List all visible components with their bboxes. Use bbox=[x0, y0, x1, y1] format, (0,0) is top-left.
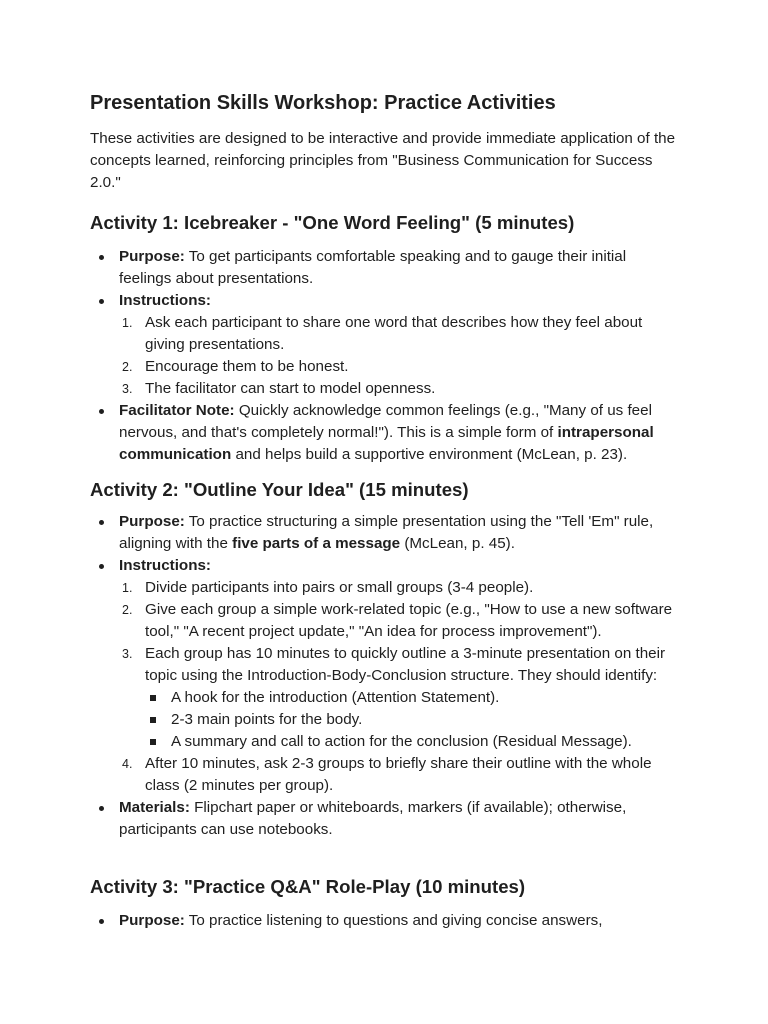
step-text: The facilitator can start to model openness. bbox=[145, 380, 436, 397]
step-number: 1. bbox=[122, 581, 133, 595]
document-title: Presentation Skills Workshop: Practice Activities bbox=[90, 92, 556, 114]
step-number: 4. bbox=[122, 757, 133, 771]
intro-paragraph: These activities are designed to be interactive and provide immediate application of the concepts learned, reinforcing principles from "Business Communication for Success 2.0." bbox=[90, 130, 676, 191]
materials-text: Flipchart paper or whiteboards, markers (if available); otherwise, participants can use notebooks. bbox=[119, 799, 627, 838]
activity-1-steps bbox=[119, 312, 680, 400]
activity-2-list bbox=[90, 511, 680, 841]
sub-list-item: 2-3 main points for the body. bbox=[145, 709, 680, 731]
activity-2-steps bbox=[119, 577, 680, 797]
step-number: 2. bbox=[122, 603, 133, 617]
activity-1-purpose bbox=[90, 246, 680, 290]
list-item bbox=[119, 577, 680, 599]
activity-1-instructions bbox=[90, 290, 680, 400]
list-item bbox=[119, 356, 680, 378]
purpose-label: Purpose: bbox=[119, 912, 185, 929]
activity-2-materials bbox=[90, 797, 680, 841]
purpose-text-end: (McLean, p. 45). bbox=[400, 535, 515, 552]
purpose-label: Purpose: bbox=[119, 513, 185, 530]
step-3-subitems bbox=[145, 687, 680, 753]
note-text-end: and helps build a supportive environment (McLean, p. 23). bbox=[231, 446, 628, 463]
instructions-label: Instructions: bbox=[119, 292, 211, 309]
purpose-text: To practice structuring a simple presentation using the "Tell 'Em" rule, aligning with the bbox=[119, 513, 654, 552]
instructions-label: Instructions: bbox=[119, 557, 211, 574]
activity-3-heading: Activity 3: "Practice Q&A" Role-Play (10 minutes) bbox=[90, 876, 526, 897]
step-text: Divide participants into pairs or small groups (3-4 people). bbox=[145, 579, 534, 596]
activity-2-purpose bbox=[90, 511, 680, 555]
purpose-label: Purpose: bbox=[119, 248, 185, 265]
sub-list-item: A summary and call to action for the conclusion (Residual Message). bbox=[145, 731, 680, 753]
activity-2-instructions bbox=[90, 555, 680, 797]
step-text: Each group has 10 minutes to quickly outline a 3-minute presentation on their topic using the Introduction-Body-Conclusion structure. They should identify: bbox=[145, 645, 666, 684]
step-number: 1. bbox=[122, 316, 133, 330]
purpose-text: To get participants comfortable speaking and to gauge their initial feelings about presentations. bbox=[119, 248, 627, 287]
step-text: After 10 minutes, ask 2-3 groups to briefly share their outline with the whole class (2 minutes per group). bbox=[145, 755, 652, 794]
purpose-text: To practice listening to questions and giving concise answers, bbox=[184, 912, 603, 929]
step-number: 2. bbox=[122, 360, 133, 374]
note-label: Facilitator Note: bbox=[119, 402, 235, 419]
step-text: Ask each participant to share one word that describes how they feel about giving presentations. bbox=[145, 314, 643, 353]
list-item bbox=[119, 312, 680, 356]
note-bold-term: intrapersonal communication bbox=[119, 424, 654, 463]
step-text: Give each group a simple work-related topic (e.g., "How to use a new software tool," "A recent project update," "An idea for process improvement"). bbox=[145, 601, 673, 640]
activity-1-heading: Activity 1: Icebreaker - "One Word Feeling" (5 minutes) bbox=[90, 212, 575, 233]
list-item bbox=[119, 753, 680, 797]
step-number: 3. bbox=[122, 382, 133, 396]
purpose-bold-term: five parts of a message bbox=[232, 535, 401, 552]
sub-list-item: A hook for the introduction (Attention Statement). bbox=[145, 687, 680, 709]
step-number: 3. bbox=[122, 647, 133, 661]
list-item bbox=[119, 599, 680, 643]
activity-1-facilitator-note bbox=[90, 400, 680, 466]
list-item bbox=[119, 643, 680, 753]
list-item bbox=[119, 378, 680, 400]
materials-label: Materials: bbox=[119, 799, 190, 816]
step-text: Encourage them to be honest. bbox=[145, 358, 349, 375]
note-text: Quickly acknowledge common feelings (e.g., "Many of us feel nervous, and that's completely normal!"). This is a simple form of bbox=[119, 402, 652, 441]
activity-3-purpose bbox=[90, 910, 680, 932]
activity-2-heading: Activity 2: "Outline Your Idea" (15 minutes) bbox=[90, 479, 469, 500]
activity-3-list bbox=[90, 910, 680, 932]
activity-1-list bbox=[90, 246, 680, 466]
